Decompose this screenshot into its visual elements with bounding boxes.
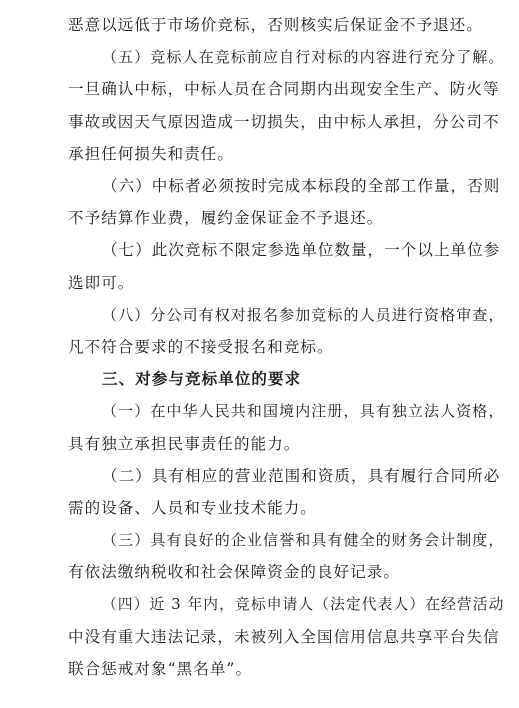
clause-8-start: （八）分公司有权对报名参加竞标的人员进行资格审查，	[102, 305, 505, 324]
text-line: 不予结算作业费，履约金保证金不予退还。	[68, 209, 384, 228]
text-line: 具有独立承担民事责任的能力。	[68, 434, 301, 453]
text-line: 需的设备、人员和专业技术能力。	[68, 499, 318, 517]
text-line: 凡不符合要求的不接受报名和竞标。	[68, 338, 334, 356]
text-line: 一旦确认中标，中标人员在合同期内出现安全生产、防火等	[68, 80, 500, 99]
clause-7-start: （七）此次竞标不限定参选单位数量，一个以上单位参	[102, 241, 501, 260]
requirement-2-start: （二）具有相应的营业范围和资质，具有履行合同所必	[102, 466, 501, 485]
text-line: 有依法缴纳税收和社会保障资金的良好记录。	[68, 563, 401, 582]
text-line: 联合惩戒对象“黑名单”。	[68, 660, 253, 678]
text-line: 事故或因天气原因造成一切损失，由中标人承担，分公司不	[68, 112, 500, 131]
text-line: 承担任何损失和责任。	[68, 144, 235, 163]
requirement-3-start: （三）具有良好的企业信誉和具有健全的财务会计制度，	[102, 531, 505, 550]
clause-5-start: （五）竞标人在竞标前应自行对标的内容进行充分了解。	[102, 48, 505, 67]
requirement-1-start: （一）在中华人民共和国境内注册，具有独立法人资格，	[102, 402, 505, 421]
text-line: 中没有重大违法记录，未被列入全国信用信息共享平台失信	[68, 627, 500, 646]
text-line: 选即可。	[68, 273, 135, 292]
text-line: 恶意以远低于市场价竞标，否则核实后保证金不予退还。	[68, 16, 484, 34]
requirement-4-start: （四）近 3 年内，竞标申请人（法定代表人）在经营活动	[102, 595, 505, 613]
clause-6-start: （六）中标者必须按时完成本标段的全部工作量，否则	[102, 177, 501, 195]
section-3-heading: 三、对参与竞标单位的要求	[102, 369, 302, 389]
